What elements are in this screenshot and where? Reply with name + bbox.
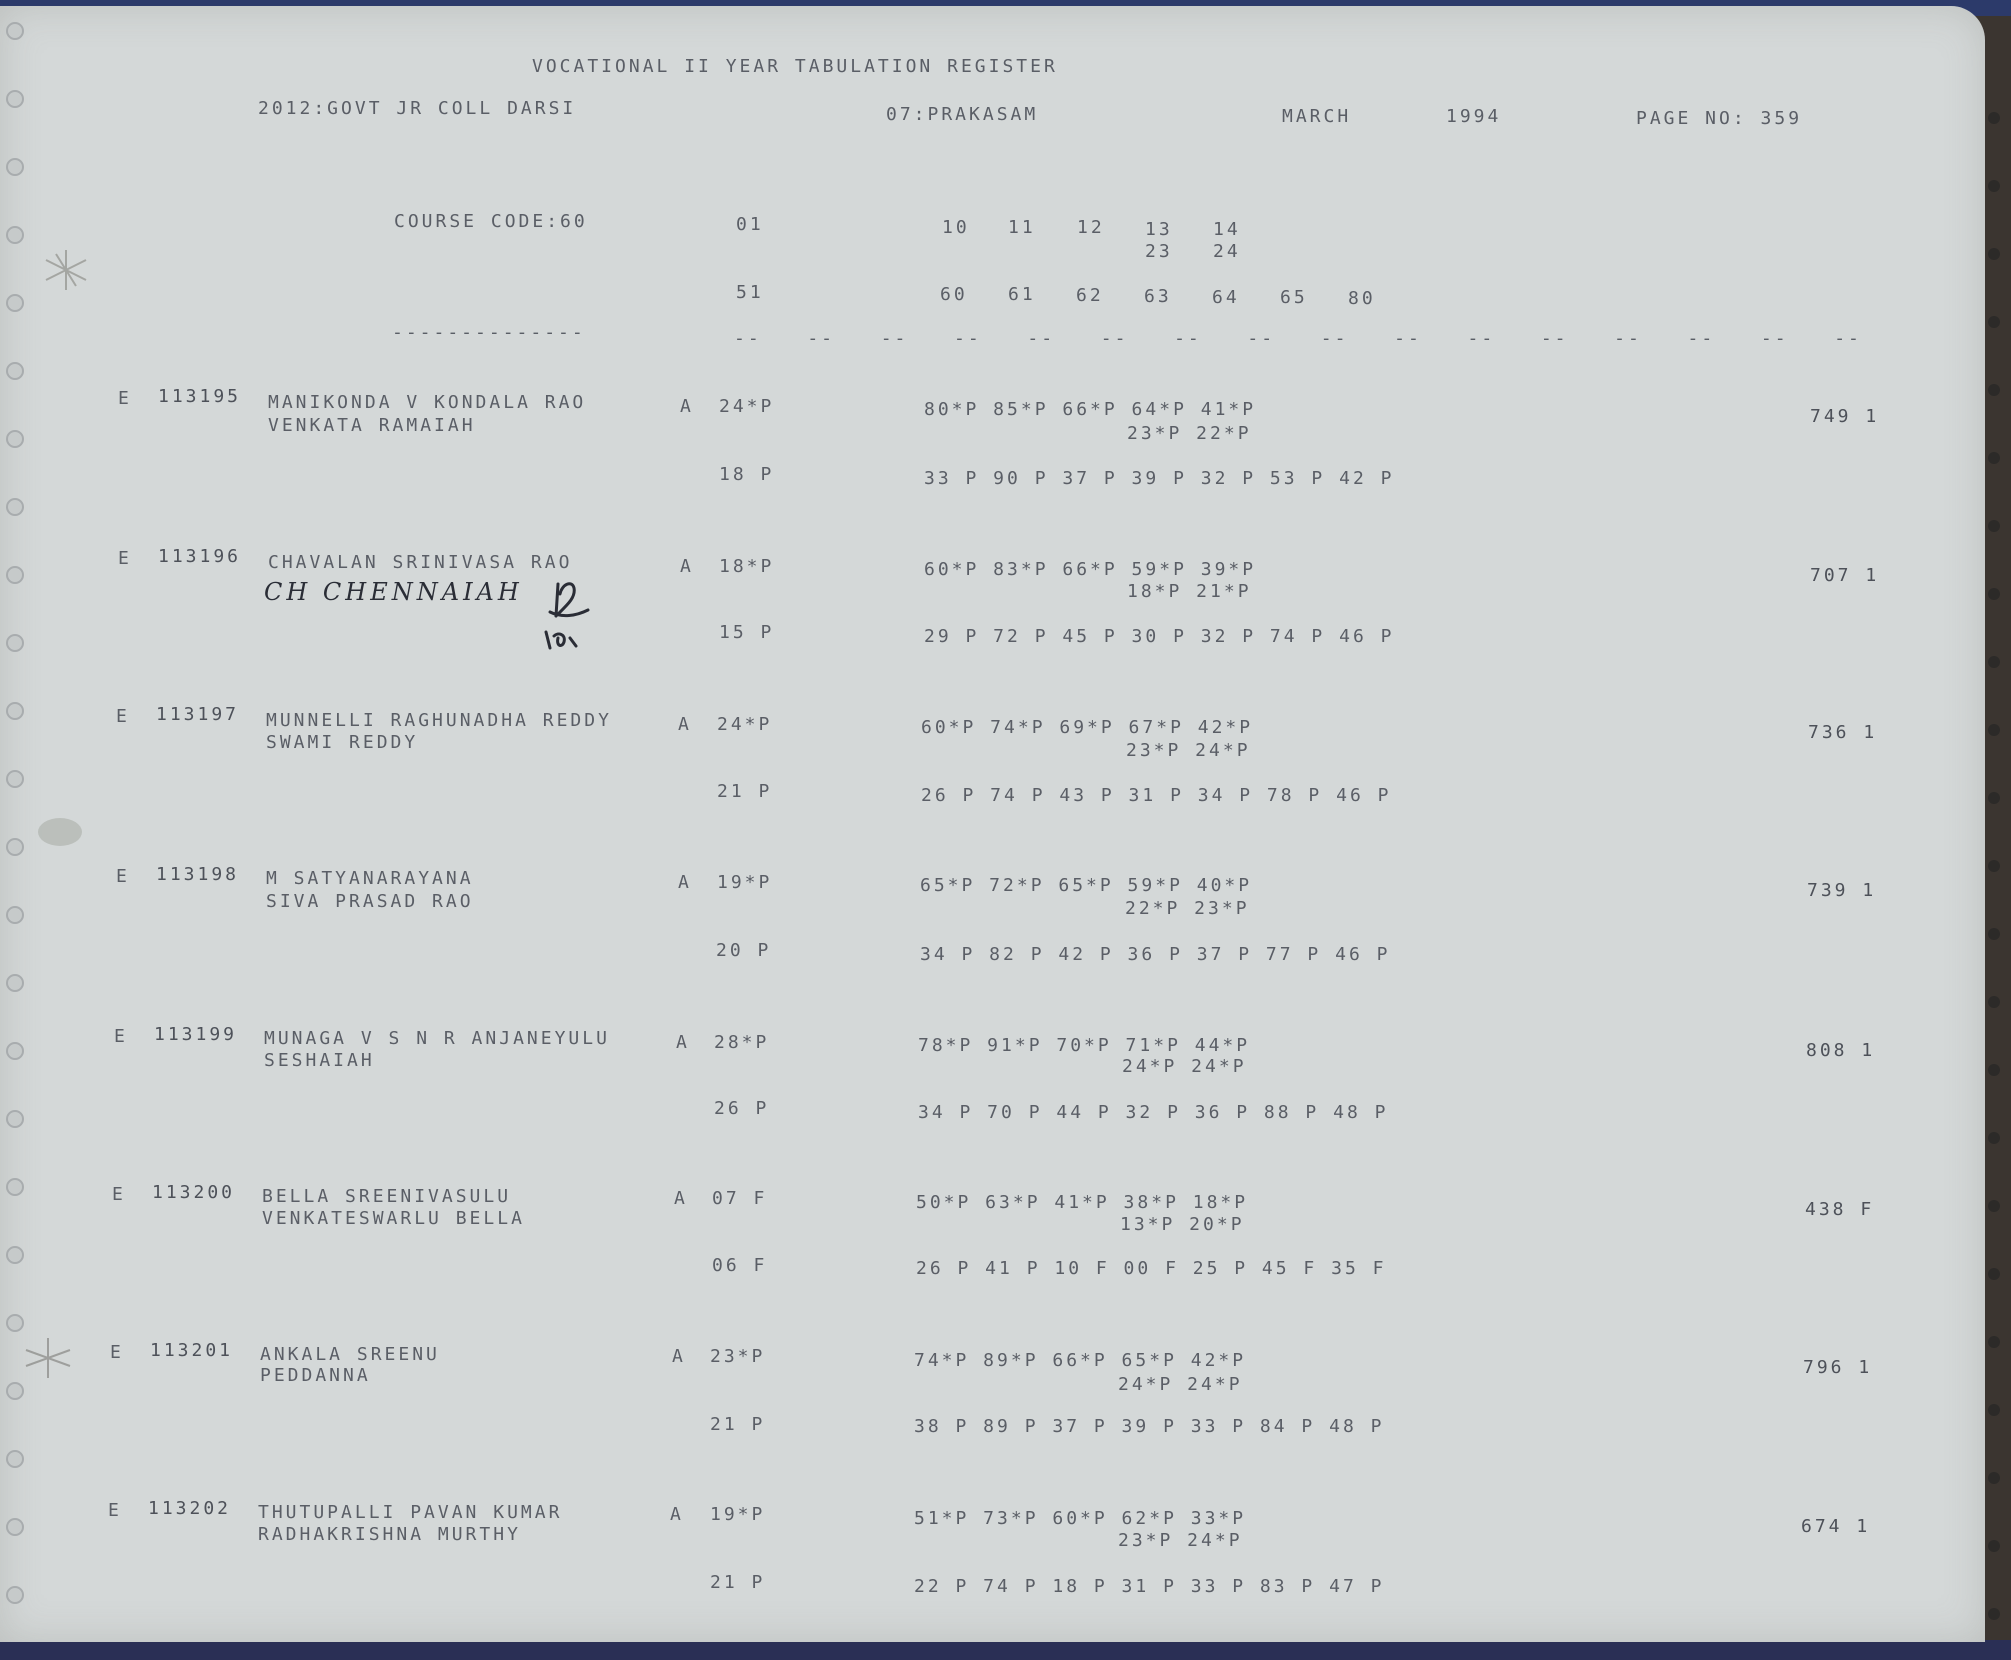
parent-name: VENKATA RAMAIAH [268, 415, 476, 436]
roll-number: 113202 [148, 1498, 232, 1519]
feed-hole [1988, 588, 2000, 600]
student-name: MUNAGA V S N R ANJANEYULU [264, 1028, 610, 1049]
feed-hole [1988, 792, 2000, 804]
grade: A [680, 556, 694, 577]
marks-row-1: 78*P 91*P 70*P 71*P 44*P [918, 1035, 1251, 1056]
parent-name: VENKATESWARLU BELLA [262, 1208, 525, 1229]
register-title: VOCATIONAL II YEAR TABULATION REGISTER [532, 56, 1058, 77]
feed-hole [1988, 1336, 2000, 1348]
column-dash-rule: -- -- -- -- -- -- -- -- -- -- -- -- -- -- -- -- [734, 328, 1862, 349]
student-name: MANIKONDA V KONDALA RAO [268, 392, 587, 413]
handwritten-parent-name: CH CHENNAIAH [264, 578, 523, 606]
roll-number: 113200 [152, 1182, 236, 1203]
paper-smudge [36, 246, 96, 294]
col-header-64: 64 [1212, 287, 1240, 308]
col-header-01: 01 [736, 214, 764, 235]
parent-name: RADHAKRISHNA MURTHY [258, 1524, 521, 1545]
feed-hole [6, 226, 24, 244]
feed-hole [6, 906, 24, 924]
grade: A [676, 1032, 690, 1053]
marks-row-3: 22 P 74 P 18 P 31 P 33 P 83 P 47 P [914, 1576, 1385, 1597]
col-header-62: 62 [1076, 285, 1104, 306]
parent-name: SESHAIAH [264, 1050, 375, 1071]
mark-01: 18*P [719, 556, 775, 577]
roll-number: 113197 [156, 704, 240, 725]
total-result: 674 1 [1801, 1516, 1871, 1537]
col-header-11: 11 [1008, 217, 1036, 238]
col-header-12: 12 [1077, 217, 1105, 238]
feed-hole [6, 430, 24, 448]
exam-year: 1994 [1446, 106, 1502, 127]
col-header-51: 51 [736, 282, 764, 303]
student-name: CHAVALAN SRINIVASA RAO [268, 552, 573, 573]
feed-hole [6, 22, 24, 40]
feed-hole [1988, 112, 2000, 124]
feed-hole [6, 634, 24, 652]
record-type: E [112, 1184, 126, 1205]
marks-row-2: 22*P 23*P [1125, 898, 1250, 919]
roll-number: 113201 [150, 1340, 234, 1361]
col-header-10: 10 [942, 217, 970, 238]
grade: A [680, 396, 694, 417]
grade: A [678, 714, 692, 735]
student-name: MUNNELLI RAGHUNADHA REDDY [266, 710, 612, 731]
marks-row-1: 60*P 74*P 69*P 67*P 42*P [921, 717, 1254, 738]
feed-hole [1988, 384, 2000, 396]
feed-hole [1988, 1132, 2000, 1144]
col-header-63: 63 [1144, 286, 1172, 307]
marks-row-3: 38 P 89 P 37 P 39 P 33 P 84 P 48 P [914, 1416, 1385, 1437]
marks-row-2: 23*P 24*P [1126, 740, 1251, 761]
student-name: THUTUPALLI PAVAN KUMAR [258, 1502, 563, 1523]
roll-number: 113196 [158, 546, 242, 567]
parent-name: SIVA PRASAD RAO [266, 891, 474, 912]
roll-number: 113195 [158, 386, 242, 407]
signature-scribble [536, 576, 606, 652]
marks-row-3: 26 P 74 P 43 P 31 P 34 P 78 P 46 P [921, 785, 1392, 806]
feed-hole [1988, 1064, 2000, 1076]
mark-01: 24*P [717, 714, 773, 735]
total-result: 739 1 [1807, 880, 1877, 901]
marks-row-1: 51*P 73*P 60*P 62*P 33*P [914, 1508, 1247, 1529]
grade: A [674, 1188, 688, 1209]
student-name: M SATYANARAYANA [266, 868, 474, 889]
feed-hole [6, 158, 24, 176]
col-header-23: 23 [1145, 241, 1173, 262]
mark-01: 23*P [710, 1346, 766, 1367]
marks-row-3: 34 P 70 P 44 P 32 P 36 P 88 P 48 P [918, 1102, 1389, 1123]
mark-51: 21 P [710, 1414, 766, 1435]
col-header-24: 24 [1213, 241, 1241, 262]
marks-row-1: 80*P 85*P 66*P 64*P 41*P [924, 399, 1257, 420]
col-header-14: 14 [1213, 219, 1241, 240]
feed-hole [6, 1586, 24, 1604]
feed-hole [6, 1518, 24, 1536]
course-code: COURSE CODE:60 [394, 211, 588, 232]
feed-hole [1988, 452, 2000, 464]
feed-hole [1988, 860, 2000, 872]
total-result: 749 1 [1810, 406, 1880, 427]
marks-row-2: 24*P 24*P [1122, 1056, 1247, 1077]
feed-hole [6, 974, 24, 992]
feed-hole [1988, 1608, 2000, 1620]
mark-01: 24*P [719, 396, 775, 417]
feed-hole [1988, 656, 2000, 668]
feed-hole [1988, 1200, 2000, 1212]
tabulation-sheet [0, 6, 1985, 1642]
marks-row-2: 23*P 22*P [1127, 423, 1252, 444]
grade: A [678, 872, 692, 893]
marks-row-1: 60*P 83*P 66*P 59*P 39*P [924, 559, 1257, 580]
mark-51: 15 P [719, 622, 775, 643]
mark-51: 18 P [719, 464, 775, 485]
total-result: 736 1 [1808, 722, 1878, 743]
mark-51: 20 P [716, 940, 772, 961]
col-header-61: 61 [1008, 284, 1036, 305]
feed-hole [1988, 1404, 2000, 1416]
parent-name: PEDDANNA [260, 1365, 371, 1386]
paper-smudge [30, 808, 90, 856]
paper-smudge [18, 1334, 78, 1382]
feed-hole [1988, 996, 2000, 1008]
mark-01: 28*P [714, 1032, 770, 1053]
record-type: E [114, 1026, 128, 1047]
record-type: E [110, 1342, 124, 1363]
feed-hole [6, 1178, 24, 1196]
mark-01: 19*P [710, 1504, 766, 1525]
total-result: 796 1 [1803, 1357, 1873, 1378]
header-underline: -------------- [392, 322, 586, 343]
feed-hole [6, 1382, 24, 1400]
feed-hole [6, 90, 24, 108]
feed-hole [6, 770, 24, 788]
mark-51: 21 P [710, 1572, 766, 1593]
marks-row-3: 26 P 41 P 10 F 00 F 25 P 45 F 35 F [916, 1258, 1387, 1279]
feed-hole [6, 1314, 24, 1332]
mark-01: 19*P [717, 872, 773, 893]
feed-hole [6, 498, 24, 516]
marks-row-1: 65*P 72*P 65*P 59*P 40*P [920, 875, 1253, 896]
feed-hole [1988, 316, 2000, 328]
grade: A [672, 1346, 686, 1367]
col-header-60: 60 [940, 284, 968, 305]
exam-month: MARCH [1282, 106, 1352, 127]
feed-hole [6, 362, 24, 380]
record-type: E [118, 388, 132, 409]
marks-row-2: 23*P 24*P [1118, 1530, 1243, 1551]
district-name: 07:PRAKASAM [886, 104, 1039, 125]
college-name: 2012:GOVT JR COLL DARSI [258, 98, 577, 119]
parent-name: SWAMI REDDY [266, 732, 419, 753]
marks-row-3: 34 P 82 P 42 P 36 P 37 P 77 P 46 P [920, 944, 1391, 965]
record-type: E [108, 1500, 122, 1521]
student-name: ANKALA SREENU [260, 1344, 440, 1365]
marks-row-3: 29 P 72 P 45 P 30 P 32 P 74 P 46 P [924, 626, 1395, 647]
feed-hole [6, 294, 24, 312]
feed-hole [6, 566, 24, 584]
marks-row-2: 24*P 24*P [1118, 1374, 1243, 1395]
feed-hole [6, 1246, 24, 1264]
marks-row-1: 74*P 89*P 66*P 65*P 42*P [914, 1350, 1247, 1371]
total-result: 808 1 [1806, 1040, 1876, 1061]
roll-number: 113199 [154, 1024, 238, 1045]
feed-hole [1988, 1540, 2000, 1552]
mark-51: 21 P [717, 781, 773, 802]
feed-hole [6, 1110, 24, 1128]
col-header-13: 13 [1145, 219, 1173, 240]
marks-row-2: 13*P 20*P [1120, 1214, 1245, 1235]
record-type: E [118, 548, 132, 569]
feed-hole [6, 702, 24, 720]
record-type: E [116, 706, 130, 727]
feed-hole [6, 838, 24, 856]
mark-01: 07 F [712, 1188, 768, 1209]
feed-hole [6, 1042, 24, 1060]
marks-row-2: 18*P 21*P [1127, 581, 1252, 602]
roll-number: 113198 [156, 864, 240, 885]
feed-hole [1988, 520, 2000, 532]
col-header-65: 65 [1280, 287, 1308, 308]
mark-51: 26 P [714, 1098, 770, 1119]
page-number: PAGE NO: 359 [1636, 108, 1803, 129]
mark-51: 06 F [712, 1255, 768, 1276]
feed-hole [1988, 248, 2000, 260]
marks-row-3: 33 P 90 P 37 P 39 P 32 P 53 P 42 P [924, 468, 1395, 489]
background-strip [0, 1640, 2011, 1660]
feed-hole [1988, 724, 2000, 736]
total-result: 438 F [1805, 1199, 1875, 1220]
student-name: BELLA SREENIVASULU [262, 1186, 512, 1207]
col-header-80: 80 [1348, 288, 1376, 309]
feed-hole [6, 1450, 24, 1468]
feed-hole [1988, 1472, 2000, 1484]
feed-hole [1988, 928, 2000, 940]
record-type: E [116, 866, 130, 887]
total-result: 707 1 [1810, 565, 1880, 586]
marks-row-1: 50*P 63*P 41*P 38*P 18*P [916, 1192, 1249, 1213]
feed-hole [1988, 1268, 2000, 1280]
grade: A [670, 1504, 684, 1525]
feed-hole [1988, 180, 2000, 192]
